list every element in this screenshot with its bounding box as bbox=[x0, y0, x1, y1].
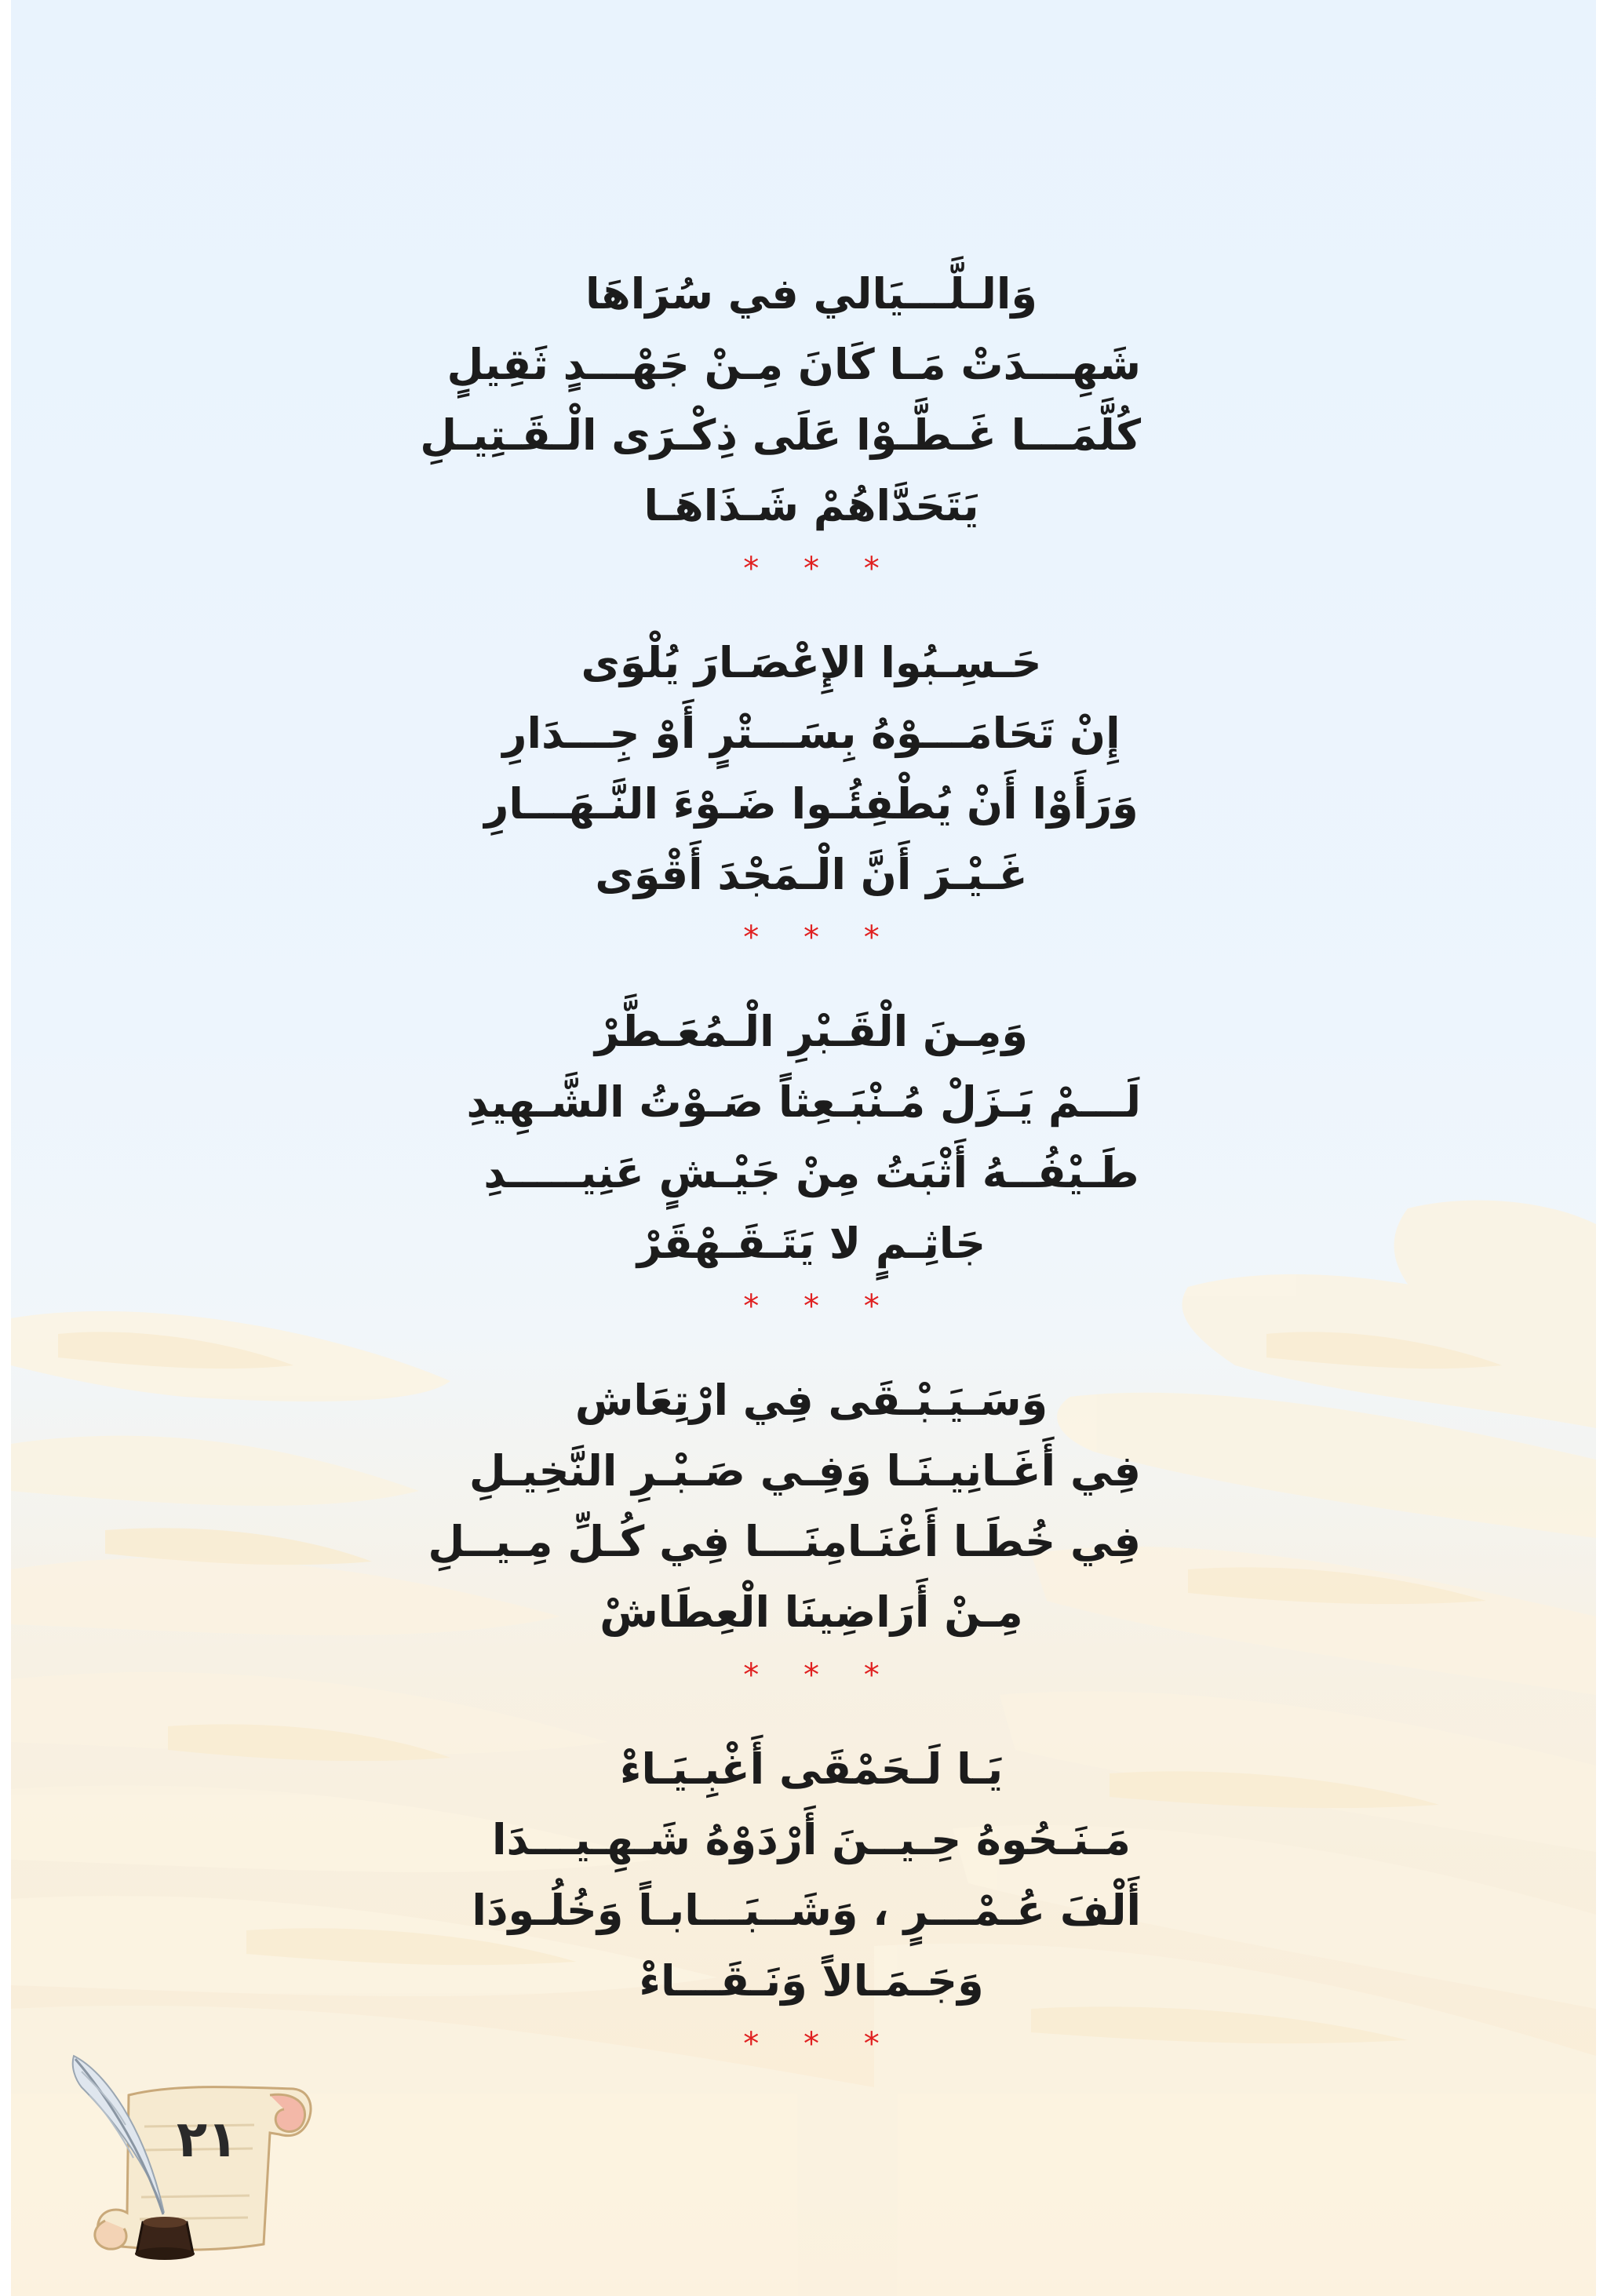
book-page bbox=[11, 0, 1596, 2296]
verse-line: غَـيْـرَ أَنَّ الْـمَجْدَ أَقْوَى bbox=[595, 850, 1028, 899]
verse-line: أَلْفَ عُـمْـــرٍ ، وَشَــبَـــابـاً وَخُلُـودَا bbox=[472, 1886, 1141, 1935]
poem-body bbox=[420, 259, 1141, 2103]
verse-line: لَـــمْ يَـزَلْ مُـنْبَـعِثاً صَـوْتُ الشَّـهِيدِ bbox=[466, 1077, 1141, 1127]
verse-line: وَمِـنَ الْقَـبْرِ الْـمُعَـطَّرْ bbox=[595, 1007, 1028, 1056]
stanza bbox=[466, 997, 1141, 1342]
stanza bbox=[482, 628, 1141, 973]
stanza-separator-stars: * * * bbox=[743, 551, 897, 587]
stanza bbox=[428, 1365, 1141, 1711]
verse-line: وَسَـيَـبْـقَى فِي ارْتِعَاش bbox=[574, 1376, 1048, 1425]
stanza bbox=[420, 259, 1141, 604]
stanza bbox=[472, 1734, 1141, 2079]
stanza-separator-stars: * * * bbox=[743, 1288, 897, 1325]
stanza-separator-stars: * * * bbox=[743, 1657, 897, 1693]
verse-line: حَـسِـبُوا الإِعْصَـارَ يُلْوَى bbox=[581, 638, 1042, 687]
verse-line: يَـا لَـحَمْقَى أَغْبِـيَـاءْ bbox=[619, 1744, 1004, 1794]
verse-line: وَالـلَّـــيَالي في سُرَاهَا bbox=[585, 269, 1037, 319]
verse-line: جَاثِـمٍ لا يَتَـقَـهْقَرْ bbox=[636, 1219, 986, 1268]
verse-line: مَـنَـحُوهُ حِـيــنَ أَرْدَوْهُ شَـهِـيـــدَا bbox=[492, 1815, 1131, 1864]
verse-line: إِنْ تَحَامَـــوْهُ بِسَـــتْرٍ أَوْ جِـــدَارِ bbox=[502, 709, 1121, 758]
inkwell-icon bbox=[135, 2217, 195, 2260]
verse-line: كُلَّمَـــا غَـطَّـوْا عَلَى ذِكْـرَى الْـقَـتِيـلِ bbox=[420, 410, 1141, 460]
verse-line: طَـيْفُــهُ أَثْبَتُ مِنْ جَيْـشٍ عَنِيـــــدِ bbox=[483, 1148, 1139, 1197]
stanza-separator-stars: * * * bbox=[743, 2026, 897, 2062]
verse-line: وَجَـمَـالاً وَنَـقَـــاءْ bbox=[639, 1956, 984, 2006]
verse-line: يَتَحَدَّاهُمْ شَـذَاهَـا bbox=[643, 481, 979, 530]
verse-line: فِي أَغَـانِيـنَـا وَفِـي صَـبْـرِ النَّخِيـلِ bbox=[468, 1446, 1141, 1496]
stanza-separator-stars: * * * bbox=[743, 920, 897, 956]
verse-line: شَهِـــدَتْ مَـا كَانَ مِـنْ جَهْـــدٍ ثَقِيلٍ bbox=[446, 340, 1141, 389]
verse-line: فِي خُطَـا أَغْنَـامِنَـــا فِي كُـلِّ مِـيــلِ bbox=[428, 1517, 1141, 1566]
verse-line: وَرَأَوْا أَنْ يُطْفِئُـوا ضَـوْءَ النَّـهَـــارِ bbox=[484, 779, 1139, 829]
page-number-badge bbox=[58, 2040, 317, 2276]
page-number: ٢١ bbox=[176, 2111, 239, 2169]
verse-line: مِـنْ أَرَاضِينَا الْعِطَاشْ bbox=[599, 1587, 1023, 1637]
